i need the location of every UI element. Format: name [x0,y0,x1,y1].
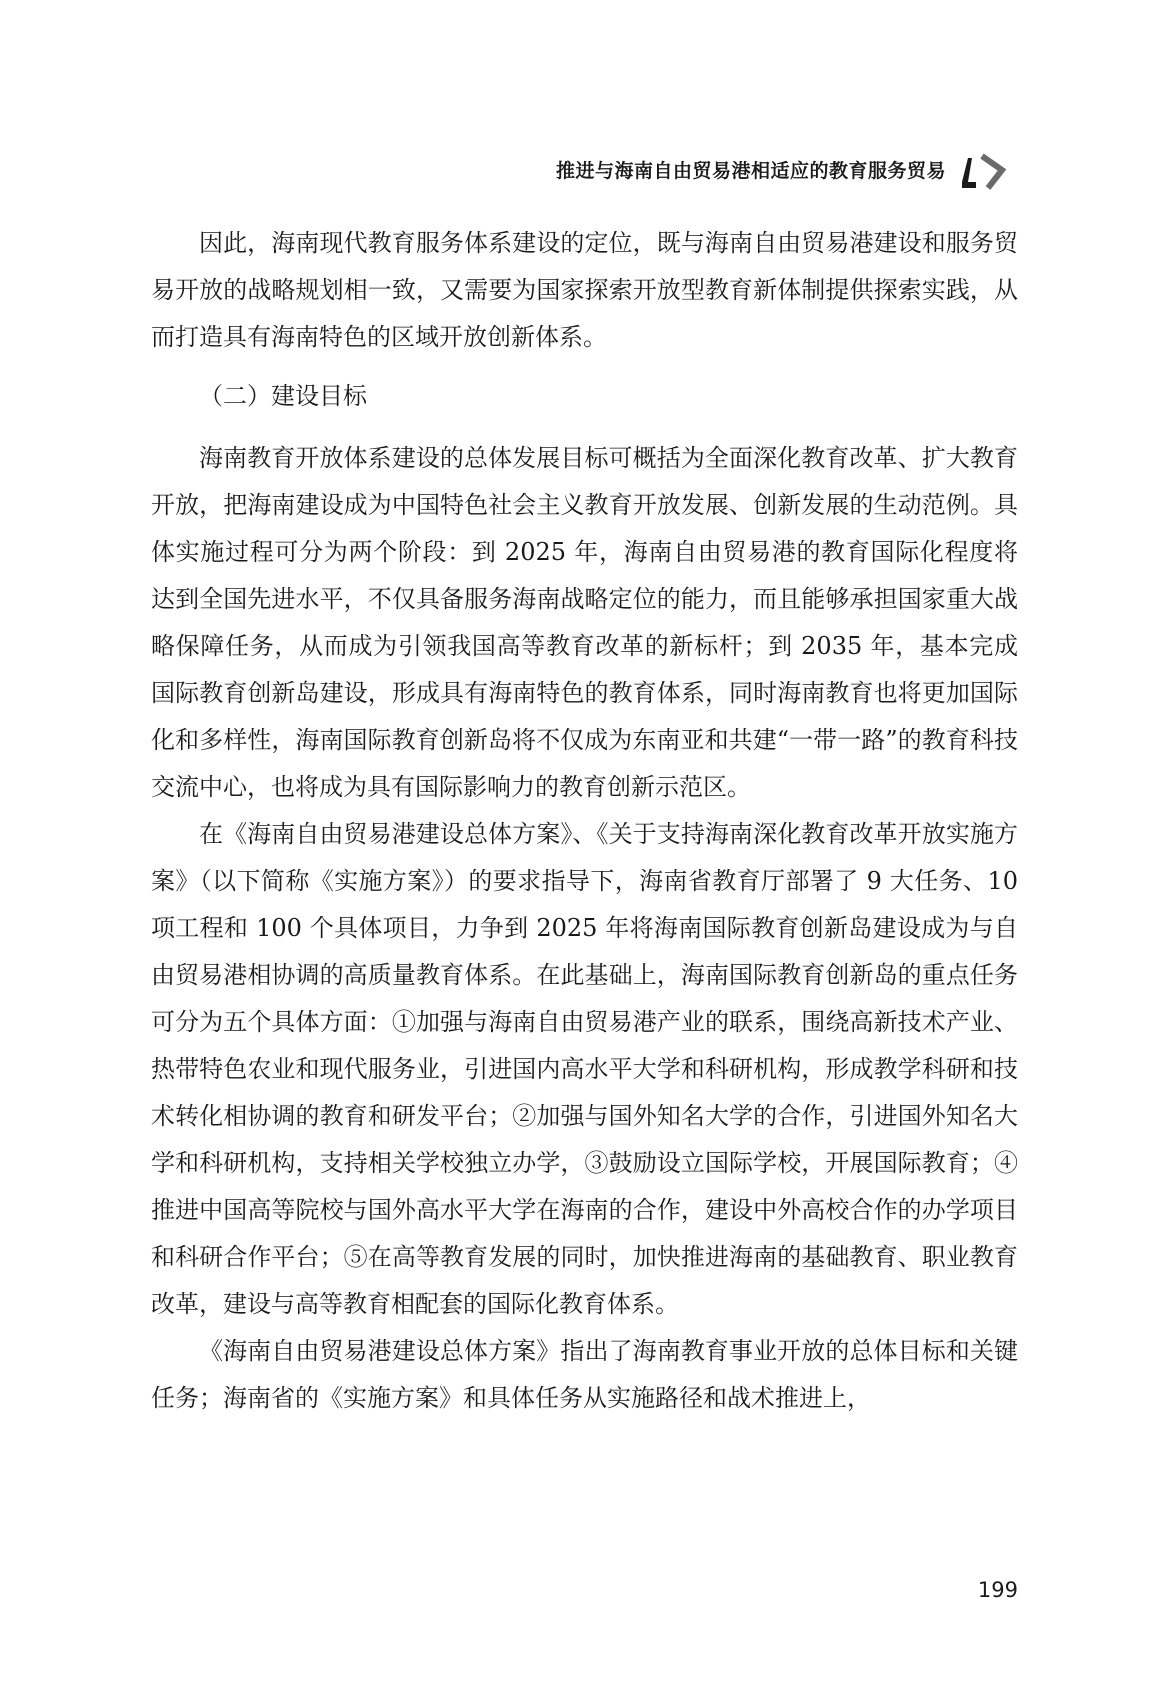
running-title: 推进与海南自由贸易港相适应的教育服务贸易 [555,160,946,182]
page-number: 199 [977,1578,1018,1602]
arrow-chevron-logo-icon [960,152,1018,192]
section-heading: （二）建设目标 [199,382,367,410]
paragraph-positioning: 因此，海南现代教育服务体系建设的定位，既与海南自由贸易港建设和服务贸易开放的战略规划相一致，又需要为国家探索开放型教育新体制提供探索实践，从而打造具有海南特色的区域开放创新体系。 [151,229,1018,351]
paragraph-plan-summary: 《海南自由贸易港建设总体方案》指出了海南教育事业开放的总体目标和关键任务；海南省的《实施方案》和具体任务从实施路径和战术推进上， [151,1337,1018,1412]
page-content [151,220,1018,1570]
running-header [150,152,1018,192]
paragraph-key-tasks: 在《海南自由贸易港建设总体方案》、《关于支持海南深化教育改革开放实施方案》（以下简称《实施方案》）的要求指导下，海南省教育厅部署了 9 大任务、10 项工程和 100 个具体项目，力争到 2025 年将海南国际教育创新岛建设成为与自由贸易港相协调的高质量教育体系。在此基础上，海南国际教育创新岛的重点任务可分为五个具体方面：①加强与海南自由贸易港产业的联系，围绕高新技术产业、热带特色农业和现代服务业，引进国内高水平大学和科研机构，形成教学科研和技术转化相协调的教育和研发平台；②加强与国外知名大学的合作，引进国外知名大学和科研机构，支持相关学校独立办学，③鼓励设立国际学校，开展国际教育；④推进中国高等院校与国外高水平大学在海南的合作，建设中外高校合作的办学项目和科研合作平台；⑤在高等教育发展的同时，加快推进海南的基础教育、职业教育改革，建设与高等教育相配套的国际化教育体系。 [151,820,1018,1318]
paragraph-overall-goal: 海南教育开放体系建设的总体发展目标可概括为全面深化教育改革、扩大教育开放，把海南建设成为中国特色社会主义教育开放发展、创新发展的生动范例。具体实施过程可分为两个阶段：到 2025 年，海南自由贸易港的教育国际化程度将达到全国先进水平，不仅具备服务海南战略定位的能力，而且能够承担国家重大战略保障任务，从而成为引领我国高等教育改革的新标杆；到 2035 年，基本完成国际教育创新岛建设，形成具有海南特色的教育体系，同时海南教育也将更加国际化和多样性，海南国际教育创新岛将不仅成为东南亚和共建“一带一路”的教育科技交流中心，也将成为具有国际影响力的教育创新示范区。 [151,444,1018,801]
